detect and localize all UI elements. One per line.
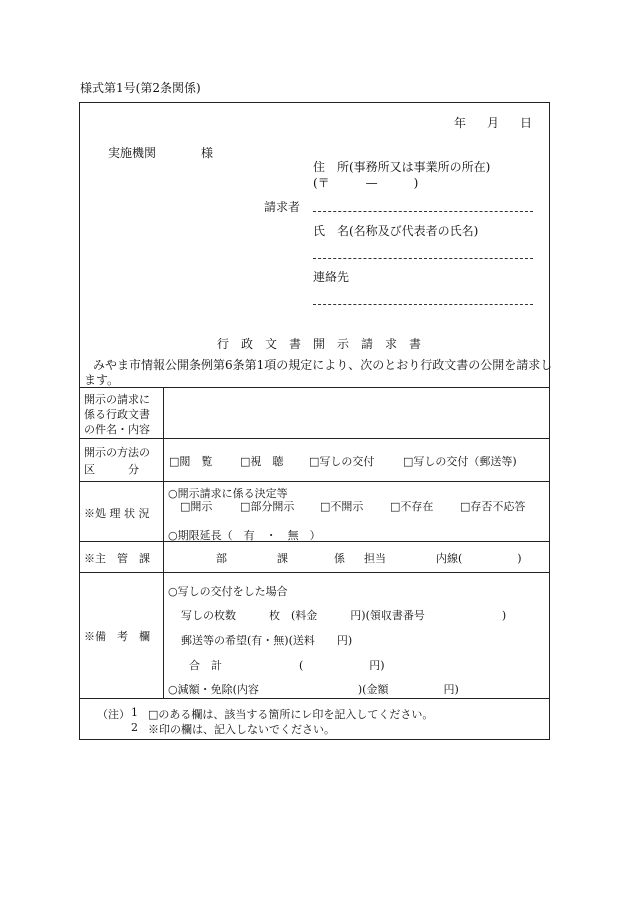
dept-naisen: 内線( ) bbox=[436, 552, 522, 565]
contact-line bbox=[313, 304, 533, 305]
note-2-number: 2 bbox=[131, 721, 138, 734]
method-option-copy-mail[interactable]: □写しの交付（郵送等) bbox=[403, 455, 517, 468]
status-option-nondisclose[interactable]: □不開示 bbox=[320, 500, 364, 513]
status-label: ※処 理 状 況 bbox=[84, 507, 150, 520]
note-2: ※印の欄は、記入しないでください。 bbox=[148, 723, 335, 736]
form-number: 様式第1号(第2条関係) bbox=[80, 81, 201, 95]
subject-label-3: の件名・内容 bbox=[84, 423, 150, 436]
contact-label: 連絡先 bbox=[313, 270, 350, 284]
method-option-listen[interactable]: □視 聴 bbox=[240, 455, 284, 468]
status-option-neither[interactable]: □存否不応答 bbox=[460, 500, 526, 513]
status-decision: ○開示請求に係る決定等 bbox=[168, 487, 288, 500]
dept-kakari: 係 bbox=[334, 552, 345, 565]
status-option-disclose[interactable]: □開示 bbox=[180, 500, 213, 513]
remarks-copies: 写しの枚数 枚 (料金 円)(領収書番号 ) bbox=[181, 609, 507, 622]
intro-line-1: みやま市情報公開条例第6条第1項の規定により、次のとおり行政文書の公開を請求し bbox=[81, 358, 553, 372]
intro-line-2: ます。 bbox=[84, 373, 120, 387]
row-divider bbox=[79, 572, 550, 573]
addressee-agency: 実施機関 bbox=[108, 146, 157, 160]
date-day: 日 bbox=[520, 116, 533, 130]
subject-label-2: 係る行政文書 bbox=[84, 408, 150, 421]
document-title: 行 政 文 書 開 示 請 求 書 bbox=[217, 337, 422, 351]
label-column-divider bbox=[163, 387, 164, 698]
address-label: 住 所(事務所又は事業所の所在) bbox=[313, 160, 491, 174]
requester-label: 請求者 bbox=[264, 200, 301, 214]
subject-label-1: 開示の請求に bbox=[84, 393, 150, 406]
dept-tanto: 担当 bbox=[364, 552, 386, 565]
note-1: □のある欄は、該当する箇所にレ印を記入してください。 bbox=[148, 708, 434, 721]
row-divider bbox=[79, 481, 550, 482]
dept-label: ※主 管 課 bbox=[84, 552, 150, 565]
postal-code-field: (〒 — ) bbox=[313, 176, 419, 190]
name-label: 氏 名(名称及び代表者の氏名) bbox=[313, 224, 479, 238]
name-line bbox=[313, 258, 533, 259]
dept-bu: 部 bbox=[216, 552, 227, 565]
note-1-number: 1 bbox=[131, 706, 138, 719]
addressee-honorific: 様 bbox=[201, 146, 214, 160]
remarks-copy-case: ○写しの交付をした場合 bbox=[168, 585, 288, 598]
remarks-total: 合 計 ( 円) bbox=[189, 659, 385, 672]
date-year: 年 bbox=[454, 116, 467, 130]
method-option-copy[interactable]: □写しの交付 bbox=[309, 455, 375, 468]
status-option-partial[interactable]: □部分開示 bbox=[240, 500, 295, 513]
dept-ka: 課 bbox=[277, 552, 288, 565]
method-option-view[interactable]: □閲 覧 bbox=[169, 455, 213, 468]
table-top-line bbox=[79, 387, 550, 388]
remarks-label: ※備 考 欄 bbox=[84, 630, 150, 643]
row-divider bbox=[79, 438, 550, 439]
notes-prefix: （注） bbox=[97, 708, 130, 721]
row-divider bbox=[79, 698, 550, 699]
address-line bbox=[313, 211, 533, 212]
remarks-mail: 郵送等の希望(有・無)(送料 円) bbox=[181, 634, 353, 647]
status-option-nonexistent[interactable]: □不存在 bbox=[390, 500, 434, 513]
date-month: 月 bbox=[487, 116, 500, 130]
status-extension: ○期限延長（ 有 ・ 無 ） bbox=[168, 529, 321, 542]
remarks-reduction: ○減額・免除(内容 )(金額 円) bbox=[168, 683, 459, 696]
method-label-2: 区 分 bbox=[84, 463, 139, 476]
method-label-1: 開示の方法の bbox=[84, 446, 150, 459]
